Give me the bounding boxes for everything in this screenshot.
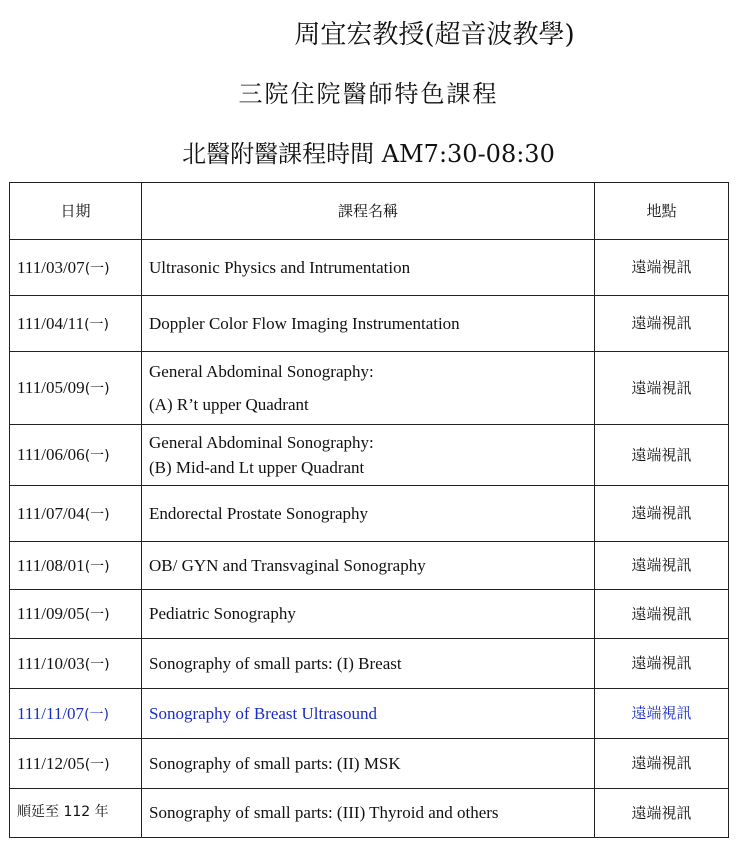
row-date bbox=[10, 486, 142, 542]
row-date bbox=[10, 352, 142, 425]
row-location: 遠端視訊 bbox=[595, 425, 729, 486]
column-header-date: 日期 bbox=[10, 183, 142, 240]
date-value: 111/03/07 bbox=[17, 257, 85, 277]
date-value: 111/07/04 bbox=[17, 503, 85, 523]
date-value: 111/08/01 bbox=[17, 555, 85, 575]
row-course: Sonography of small parts: (I) Breast bbox=[142, 639, 595, 689]
table-row bbox=[10, 352, 729, 425]
row-date bbox=[10, 542, 142, 590]
course-schedule-table bbox=[9, 182, 729, 838]
weekday: (一) bbox=[84, 506, 110, 523]
row-location: 遠端視訊 bbox=[595, 689, 729, 739]
row-course: Sonography of Breast Ultrasound bbox=[142, 689, 595, 739]
table-row bbox=[10, 296, 729, 352]
weekday: (一) bbox=[84, 260, 110, 277]
row-location: 遠端視訊 bbox=[595, 590, 729, 639]
row-date bbox=[10, 425, 142, 486]
course-line-2: (B) Mid-and Lt upper Quadrant bbox=[149, 458, 365, 477]
row-course bbox=[142, 352, 595, 425]
date-value: 111/09/05 bbox=[17, 604, 85, 624]
row-date bbox=[10, 240, 142, 296]
row-date bbox=[10, 590, 142, 639]
table-row bbox=[10, 240, 729, 296]
table-row bbox=[10, 590, 729, 639]
date-value: 111/04/11 bbox=[17, 313, 85, 333]
date-value: 111/12/05 bbox=[17, 753, 85, 773]
row-course: Pediatric Sonography bbox=[142, 590, 595, 639]
row-date bbox=[10, 639, 142, 689]
row-location: 遠端視訊 bbox=[595, 789, 729, 838]
row-course: Sonography of small parts: (III) Thyroid and others bbox=[142, 789, 595, 838]
schedule-time: 北醫附醫課程時間 AM7:30-08:30 bbox=[182, 140, 555, 168]
date-value: 111/11/07 bbox=[17, 703, 85, 723]
weekday: (一) bbox=[84, 656, 110, 673]
table-row bbox=[10, 542, 729, 590]
course-line-1: General Abdominal Sonography: bbox=[149, 361, 374, 381]
row-course: Endorectal Prostate Sonography bbox=[142, 486, 595, 542]
weekday: (一) bbox=[84, 756, 110, 773]
weekday: (一) bbox=[84, 448, 110, 465]
table-row-highlighted bbox=[10, 689, 729, 739]
weekday: (一) bbox=[84, 381, 110, 398]
table-row bbox=[10, 425, 729, 486]
table-row bbox=[10, 789, 729, 838]
date-value: 111/10/03 bbox=[17, 653, 85, 673]
column-header-location: 地點 bbox=[595, 183, 729, 240]
row-location: 遠端視訊 bbox=[595, 296, 729, 352]
weekday: (一) bbox=[84, 706, 109, 723]
table-row bbox=[10, 486, 729, 542]
weekday: (一) bbox=[84, 607, 110, 624]
table-row bbox=[10, 639, 729, 689]
page-title: 周宜宏教授(超音波教學) bbox=[294, 20, 575, 50]
row-location: 遠端視訊 bbox=[595, 739, 729, 789]
row-location: 遠端視訊 bbox=[595, 542, 729, 590]
row-date bbox=[10, 689, 142, 739]
row-location: 遠端視訊 bbox=[595, 639, 729, 689]
course-line-1: General Abdominal Sonography: bbox=[149, 432, 374, 452]
row-date: 順延至 112 年 bbox=[10, 789, 142, 838]
course-line-2: (A) R’t upper Quadrant bbox=[149, 395, 309, 414]
table-row bbox=[10, 739, 729, 789]
row-date bbox=[10, 739, 142, 789]
weekday: (一) bbox=[84, 558, 110, 575]
row-course bbox=[142, 425, 595, 486]
row-location: 遠端視訊 bbox=[595, 486, 729, 542]
column-header-course: 課程名稱 bbox=[142, 183, 595, 240]
table-header-row bbox=[10, 183, 729, 240]
row-date bbox=[10, 296, 142, 352]
weekday: (一) bbox=[84, 316, 109, 333]
row-location: 遠端視訊 bbox=[595, 352, 729, 425]
row-course: Doppler Color Flow Imaging Instrumentation bbox=[142, 296, 595, 352]
row-location: 遠端視訊 bbox=[595, 240, 729, 296]
date-value: 111/05/09 bbox=[17, 378, 85, 398]
date-value: 111/06/06 bbox=[17, 445, 85, 465]
page-subtitle: 三院住院醫師特色課程 bbox=[238, 80, 499, 108]
row-course: OB/ GYN and Transvaginal Sonography bbox=[142, 542, 595, 590]
row-course: Sonography of small parts: (II) MSK bbox=[142, 739, 595, 789]
row-course: Ultrasonic Physics and Intrumentation bbox=[142, 240, 595, 296]
